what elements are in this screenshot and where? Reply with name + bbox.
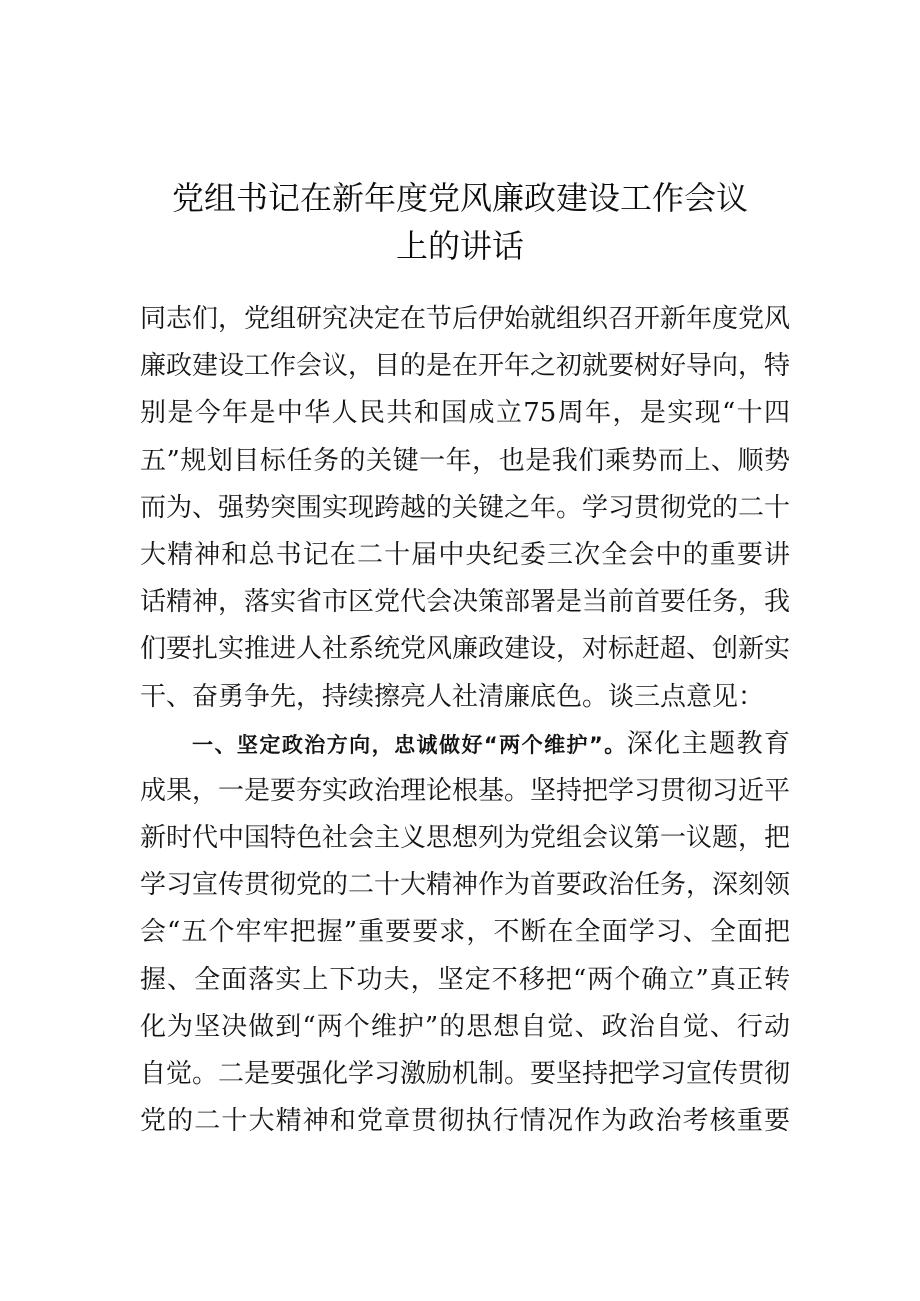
section-1-line: 成果，一是要夯实政治理论根基。坚持把学习贯彻习近平 [140, 775, 791, 806]
paragraph-1-line: 话精神，落实省市区党代会决策部署是当前首要任务，我 [140, 587, 791, 618]
section-1-line: 党的二十大精神和党章贯彻执行情况作为政治考核重要 [140, 1106, 790, 1137]
paragraph-1-line: 廉政建设工作会议，目的是在开年之初就要树好导向，特 [140, 351, 791, 382]
paragraph-1-line: 而为、强势突围实现跨越的关键之年。学习贯彻党的二十 [140, 492, 791, 523]
document-title-line-1: 党组书记在新年度党风廉政建设工作会议 [171, 179, 748, 217]
paragraph-1-line: 五”规划目标任务的关键一年，也是我们乘势而上、顺势 [140, 445, 790, 476]
document-title-line-2: 上的讲话 [395, 227, 524, 265]
paragraph-1-line: 同志们，党组研究决定在节后伊始就组织召开新年度党风 [140, 304, 791, 334]
document-body [140, 296, 790, 1145]
section-1-line: 化为坚决做到“两个维护”的思想自觉、政治自觉、行动 [140, 1011, 790, 1042]
section-1-line: 学习宣传贯彻党的二十大精神作为首要政治任务，深刻领 [140, 870, 791, 901]
paragraph-1-line: 大精神和总书记在二十届中央纪委三次全会中的重要讲 [140, 539, 790, 570]
paragraph-1-line: 别是今年是中华人民共和国成立75周年，是实现“十四 [140, 398, 790, 429]
section-1-line: 会“五个牢牢把握”重要要求，不断在全面学习、全面把 [140, 917, 790, 948]
section-1-line: 自觉。二是要强化学习激励机制。要坚持把学习宣传贯彻 [140, 1059, 791, 1089]
section-1-first-line-text: 深化主题教育 [626, 728, 790, 759]
section-1-first-line [140, 721, 790, 768]
section-1-heading: 一、坚定政治方向，忠诚做好“两个维护”。 [192, 732, 627, 757]
section-1-line: 握、全面落实上下功夫，坚定不移把“两个确立”真正转 [140, 964, 790, 995]
paragraph-1-line: 干、奋勇争先，持续擦亮人社清廉底色。谈三点意见： [140, 681, 765, 712]
paragraph-1-line: 们要扎实推进人社系统党风廉政建设，对标赶超、创新实 [140, 634, 791, 665]
section-1-line: 新时代中国特色社会主义思想列为党组会议第一议题，把 [140, 823, 791, 854]
